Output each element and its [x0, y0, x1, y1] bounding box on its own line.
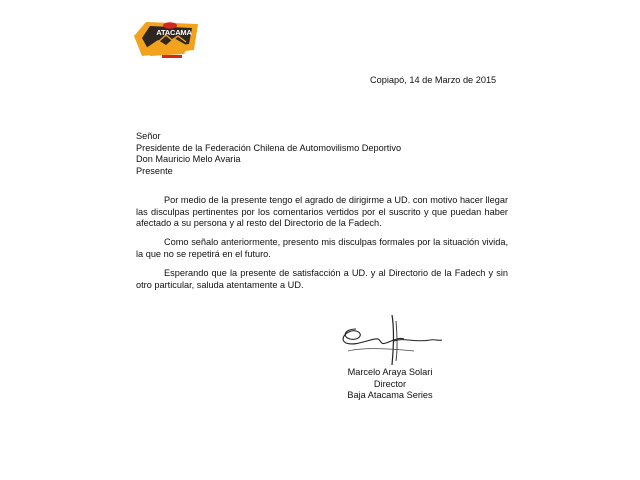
body-paragraph-3: Esperando que la presente de satisfacción a UD. y al Directorio de la Fadech y sin otro particular, saluda atentamente a UD.	[136, 268, 508, 290]
recipient-position: Presidente de la Federación Chilena de Automovilismo Deportivo	[136, 142, 402, 153]
signature-block	[330, 367, 450, 402]
signer-organization: Baja Atacama Series	[347, 390, 433, 401]
signer-title: Director	[373, 378, 407, 389]
body-paragraph-1: Por medio de la presente tengo el agrado de dirigirme a UD. con motivo hacer llegar las disculpas pertinentes por los comentarios vertidos por el suscrito y que puedan haber afectado a su persona y al resto del Directorio de la Fadech.	[136, 195, 508, 229]
body-paragraph-2: Como señalo anteriormente, presento mis disculpas formales por la situación vivida, la que no se repetirá en el futuro.	[136, 237, 508, 259]
logo-wordmark: ATACAMA	[156, 28, 192, 37]
recipient-salutation: Señor	[136, 131, 161, 141]
baja-atacama-logo	[128, 18, 204, 62]
signer-name: Marcelo Araya Solari	[347, 367, 433, 377]
recipient-block	[136, 131, 401, 177]
recipient-presente: Presente	[136, 165, 173, 176]
recipient-name: Don Mauricio Melo Avaria	[136, 154, 241, 165]
handwritten-signature	[334, 313, 444, 371]
letter-date: Copiapó, 14 de Marzo de 2015	[370, 75, 497, 85]
